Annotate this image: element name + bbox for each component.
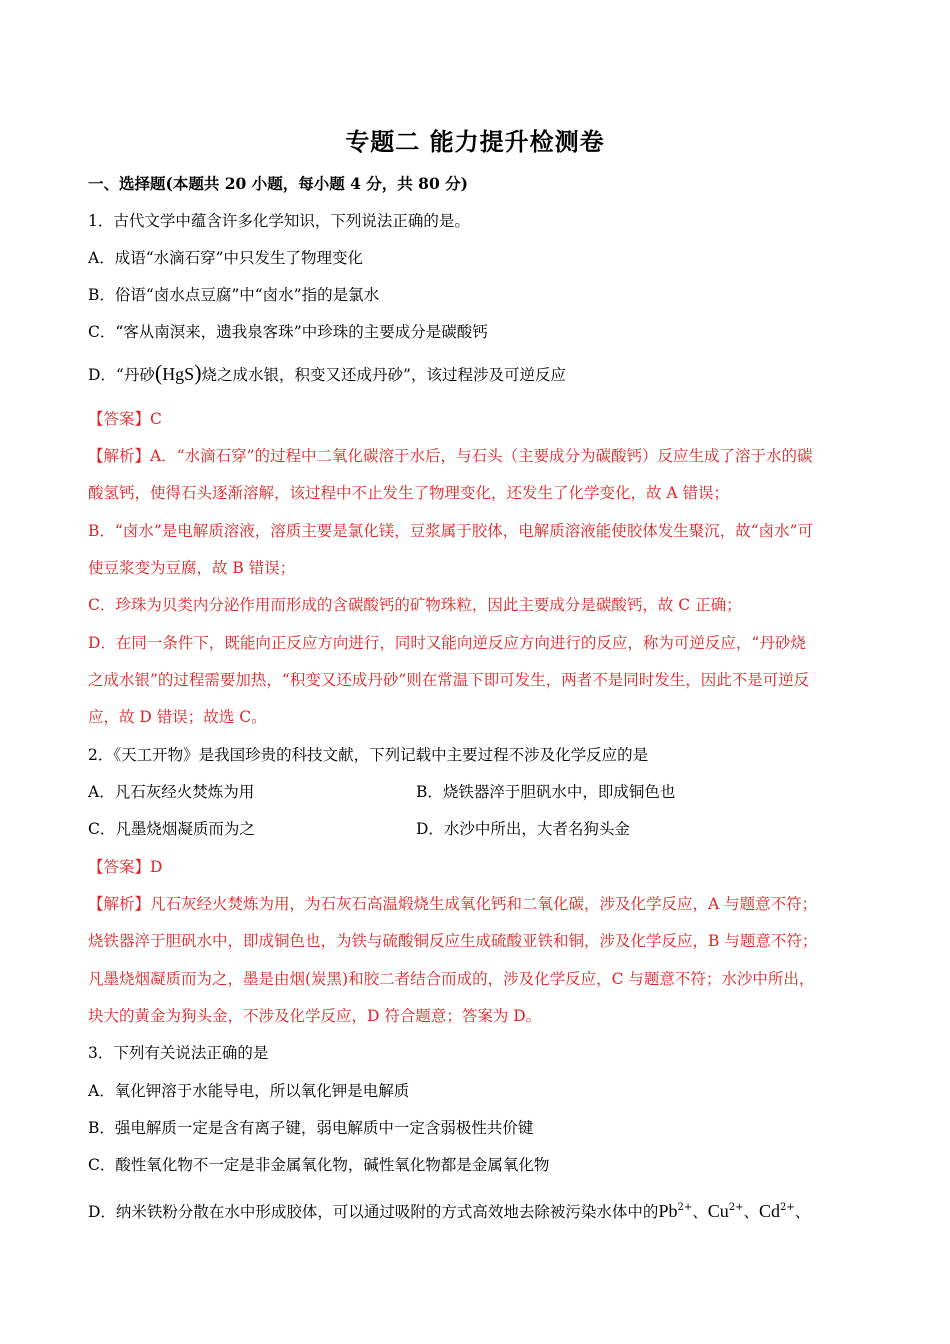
ion-pb-charge: 2+ (677, 1202, 693, 1213)
q2-stem: 2．《天工开物》是我国珍贵的科技文献，下列记载中主要过程不涉及化学反应的是 (88, 746, 649, 764)
q3-option-d-text: D．纳米铁粉分散在水中形成胶体，可以通过吸附的方式高效地去除被污染水体中的 (88, 1203, 659, 1221)
q2-option-a: A．凡石灰经火焚炼为用 (88, 783, 255, 801)
q2-option-c: C．凡墨烧烟凝质而为之 (88, 820, 255, 838)
q1-analysis-line: 应，故 D 错误；故选 C。 (88, 708, 267, 726)
q1-analysis-line: B．“卤水”是电解质溶液，溶质主要是氯化镁，豆浆属于胶体，电解质溶液能使胶体发生聚沉，故“卤水”可 (88, 522, 814, 540)
q1-option-b: B．俗语“卤水点豆腐”中“卤水”指的是氯水 (88, 286, 380, 304)
q3-option-a: A．氧化钾溶于水能导电，所以氧化钾是电解质 (88, 1082, 410, 1100)
ion-separator: 、 (794, 1203, 811, 1221)
q1-analysis-line: D．在同一条件下，既能向正反应方向进行，同时又能向逆反应方向进行的反应，称为可逆反应，“丹砂烧 (88, 634, 806, 652)
ion-separator: 、 (692, 1203, 708, 1221)
q2-option-d: D．水沙中所出，大者名狗头金 (416, 820, 630, 838)
q1-analysis-line: C．珍珠为贝类内分泌作用而形成的含碳酸钙的矿物珠粒，因此主要成分是碳酸钙，故 C 正确； (88, 596, 742, 614)
q1-option-d-prefix: D．“丹砂 (88, 366, 155, 384)
q3-option-b: B．强电解质一定是含有离子键，弱电解质中一定含弱极性共价键 (88, 1119, 534, 1137)
ion-cu: Cu (707, 1201, 729, 1221)
q1-option-c: C．“客从南溟来，遗我泉客珠”中珍珠的主要成分是碳酸钙 (88, 323, 488, 341)
q1-analysis-line: 【解析】A．“水滴石穿”的过程中二氧化碳溶于水后，与石头（主要成分为碳酸钙）反应生成了溶于水的碳 (88, 447, 813, 465)
q1-option-d: D．“丹砂(HgS)烧之成水银，积变又还成丹砂”，该过程涉及可逆反应 (88, 360, 566, 385)
q2-analysis-line: 凡墨烧烟凝质而为之，墨是由烟(炭黑)和胶二者结合而成的，涉及化学反应，C 与题意不符；水沙中所出， (88, 970, 815, 988)
q1-answer: 【答案】C (88, 410, 162, 428)
page-title: 专题二 能力提升检测卷 (345, 127, 605, 156)
q2-analysis-line: 【解析】凡石灰经火焚炼为用，为石灰石高温煅烧生成氧化钙和二氧化碳，涉及化学反应，A 与题意不符； (88, 895, 818, 913)
section-heading: 一、选择题(本题共 20 小题，每小题 4 分，共 80 分) (88, 174, 468, 193)
q2-analysis-line: 烧铁器淬于胆矾水中，即成铜色也，为铁与硫酸铜反应生成硫酸亚铁和铜，涉及化学反应，B 与题意不符； (88, 932, 818, 950)
hgs-formula: HgS (162, 364, 195, 384)
q3-option-d (88, 1197, 810, 1223)
q1-option-d-suffix: 烧之成水银，积变又还成丹砂”，该过程涉及可逆反应 (201, 366, 566, 384)
q2-answer: 【答案】D (88, 858, 163, 876)
ion-pb: Pb (658, 1201, 678, 1221)
q1-analysis-line: 酸氢钙，使得石头逐渐溶解，该过程中不止发生了物理变化，还发生了化学变化，故 A 错误； (88, 484, 730, 502)
q1-analysis-line: 使豆浆变为豆腐，故 B 错误； (88, 559, 296, 577)
q2-option-b: B．烧铁器淬于胆矾水中，即成铜色也 (416, 783, 676, 801)
q1-option-a: A．成语“水滴石穿”中只发生了物理变化 (88, 249, 364, 267)
q1-stem: 1．古代文学中蕴含许多化学知识，下列说法正确的是。 (88, 212, 470, 230)
q1-analysis-line: 之成水银”的过程需要加热，“积变又还成丹砂”则在常温下即可发生，两者不是同时发生，因此不是可逆反 (88, 671, 810, 689)
q3-stem: 3．下列有关说法正确的是 (88, 1044, 269, 1062)
q3-option-c: C．酸性氧化物不一定是非金属氧化物，碱性氧化物都是金属氧化物 (88, 1156, 550, 1174)
ion-separator: 、 (743, 1203, 759, 1221)
q2-analysis-line: 块大的黄金为狗头金，不涉及化学反应，D 符合题意；答案为 D。 (88, 1007, 542, 1025)
ion-cu-charge: 2+ (728, 1202, 744, 1213)
ion-cd-charge: 2+ (780, 1202, 795, 1213)
ion-cd: Cd (759, 1201, 781, 1221)
